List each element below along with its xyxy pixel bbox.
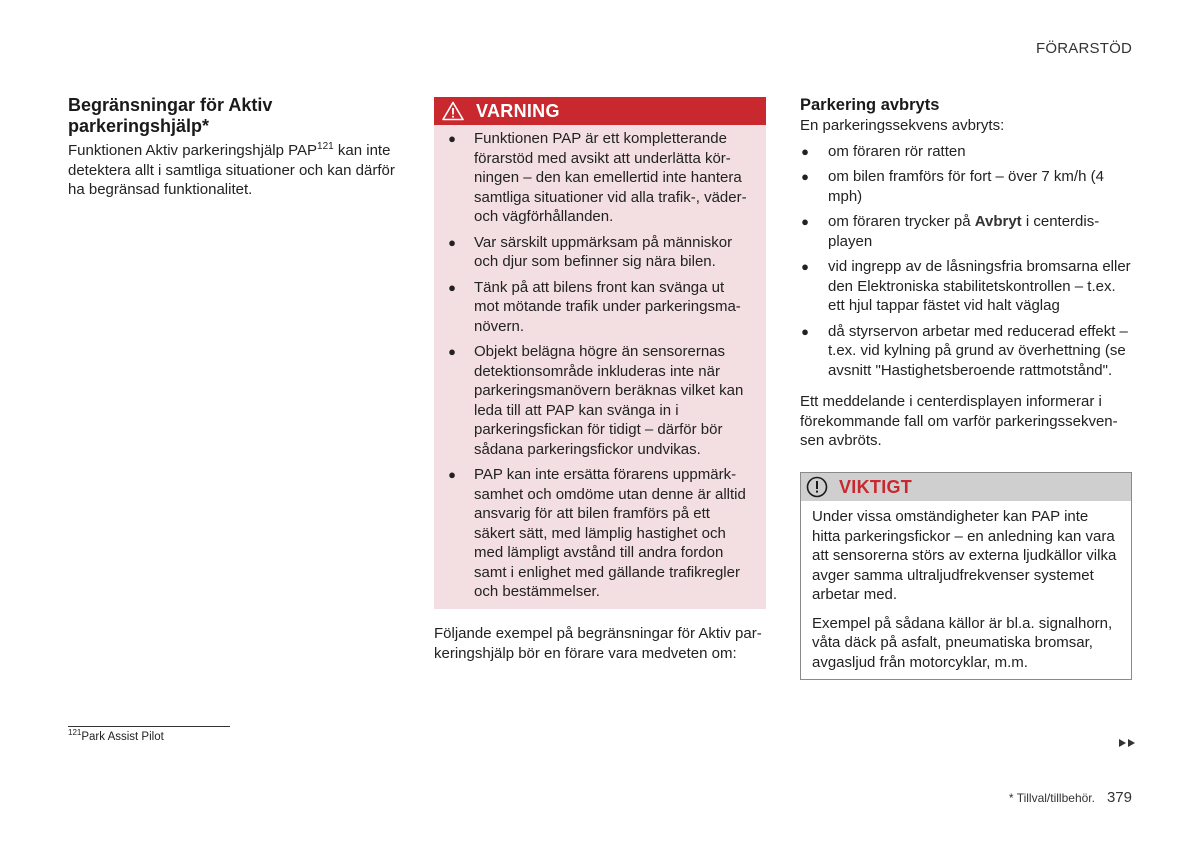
- exclamation-circle-icon: [806, 476, 828, 498]
- subheading-parking-cancelled: Parkering avbryts: [800, 96, 940, 114]
- list-item-text: Var särskilt uppmärksam på människor och djur som befinner sig nära bilen.: [474, 233, 733, 270]
- list-item-text: Objekt belägna högre än sensorernas detektionsområde inkluderas inte när parkeringsmanövern beräknas vilket kan leda till att PAP kan svänga in i parkeringsfickan för tidigt – därför bör sådana parkeringsfickor undvikas.: [474, 343, 744, 458]
- important-title: VIKTIGT: [839, 476, 913, 497]
- accessory-note: * Tillval/tillbehör.: [1008, 791, 1095, 805]
- warning-triangle-icon: [442, 101, 464, 121]
- bullet-icon: ●: [448, 344, 456, 359]
- list-item: [800, 257, 1132, 316]
- list-item: [800, 167, 1132, 206]
- column-left: [68, 95, 403, 200]
- footnote-text: Park Assist Pilot: [81, 731, 164, 743]
- list-item: [800, 212, 1132, 251]
- section-title: Begränsningar för Aktiv parkeringshjälp*: [68, 95, 273, 136]
- warning-title: VARNING: [476, 100, 560, 121]
- list-item-text: om bilen framförs för fort – över 7 km/h (4 mph): [828, 168, 1104, 205]
- page-footer: [1009, 789, 1132, 806]
- bullet-icon: ●: [448, 467, 456, 482]
- bullet-icon: ●: [448, 234, 456, 250]
- list-item: [447, 342, 748, 459]
- warning-list: [434, 125, 766, 602]
- list-item: [800, 322, 1132, 381]
- list-item-text-before: om föraren trycker på: [828, 213, 975, 230]
- list-item: [447, 465, 748, 602]
- list-item: [447, 233, 748, 272]
- bullet-icon: ●: [448, 279, 456, 295]
- important-paragraph-1: Under vissa omständigheter kan PAP inte hitta parkeringsfickor – en anledning kan vara att sensorerna störs av externa ljudkällor vilka avger samma ultraljudfrekvenser systemet arbetar med.: [812, 508, 1117, 603]
- cancel-reasons-list: [800, 142, 1132, 381]
- bullet-icon: ●: [801, 259, 809, 274]
- footnote-number: 121: [68, 728, 82, 738]
- bullet-icon: ●: [801, 169, 809, 184]
- cancel-button-label: Avbryt: [974, 213, 1022, 230]
- list-item-text: PAP kan inte ersätta förarens uppmärksamhet och omdöme utan denne är alltid ansvarig för att bilen framförs på ett säkert sätt, med lämplig hastighet och med lämpligt avstånd till andra fordon samt i enlighet med gällande trafikregler och bestämmelser.: [474, 466, 746, 600]
- list-item-text-after: i centerdisplayen: [828, 213, 1100, 250]
- limitations-intro-paragraph: Följande exempel på begränsningar för Aktiv parkeringshjälp bör en förare vara medveten om:: [434, 625, 762, 662]
- intro-paragraph: [68, 141, 403, 200]
- footnote-divider: [68, 726, 230, 727]
- bullet-icon: ●: [801, 323, 809, 339]
- cancel-intro: En parkeringssekvens avbryts:: [800, 117, 1005, 134]
- section-header: FÖRARSTÖD: [1036, 40, 1132, 57]
- list-item-text: då styrservon arbetar med reducerad effekt – t.ex. vid kylning på grund av överhettning (se avsnitt "Hastighetsberoende rattmotstånd".: [828, 322, 1128, 379]
- page-number: 379: [1106, 789, 1132, 806]
- intro-text-after: kan inte detektera allt i samtliga situationer och kan därför ha begränsad funktionalitet.: [68, 142, 395, 198]
- column-right: [800, 95, 1132, 451]
- bullet-icon: ●: [801, 143, 809, 159]
- list-item-text: vid ingrepp av de låsningsfria bromsarna eller den Elektroniska stabilitetskontrollen – t.ex. ett hjul tappar fästet vid halt väglag: [828, 258, 1131, 314]
- list-item: [447, 278, 748, 337]
- center-display-message-paragraph: Ett meddelande i centerdisplayen informerar i förekommande fall om varför parkeringssekvensen avbröts.: [800, 393, 1118, 449]
- important-header: [801, 473, 1131, 501]
- list-item: [447, 129, 748, 227]
- warning-header: [434, 97, 766, 125]
- important-box: [800, 472, 1132, 680]
- intro-text-before: Funktionen Aktiv parkeringshjälp PAP: [68, 142, 318, 159]
- important-body: [801, 501, 1131, 672]
- list-item-text: Tänk på att bilens front kan svänga ut mot mötande trafik under parkeringsmanövern.: [474, 278, 741, 335]
- footnote-reference[interactable]: 121: [317, 141, 334, 152]
- list-item-text: om föraren rör ratten: [828, 142, 966, 160]
- list-item: [800, 142, 1132, 162]
- bullet-icon: ●: [448, 131, 456, 146]
- bullet-icon: ●: [801, 214, 809, 229]
- important-paragraph-2: Exempel på sådana källor är bl.a. signalhorn, våta däck på asfalt, pneumatiska bromsar, avgasljud från motorcyklar, m.m.: [812, 614, 1113, 671]
- continue-arrow-icon: [1118, 738, 1136, 748]
- footnote: [68, 728, 164, 743]
- warning-box: [434, 97, 766, 609]
- list-item-text: Funktionen PAP är ett kompletterande förarstöd med avsikt att underlätta körningen – den kan emellertid inte hantera samtliga situationer vid alla trafik-, väder- och vägförhållanden.: [474, 130, 747, 225]
